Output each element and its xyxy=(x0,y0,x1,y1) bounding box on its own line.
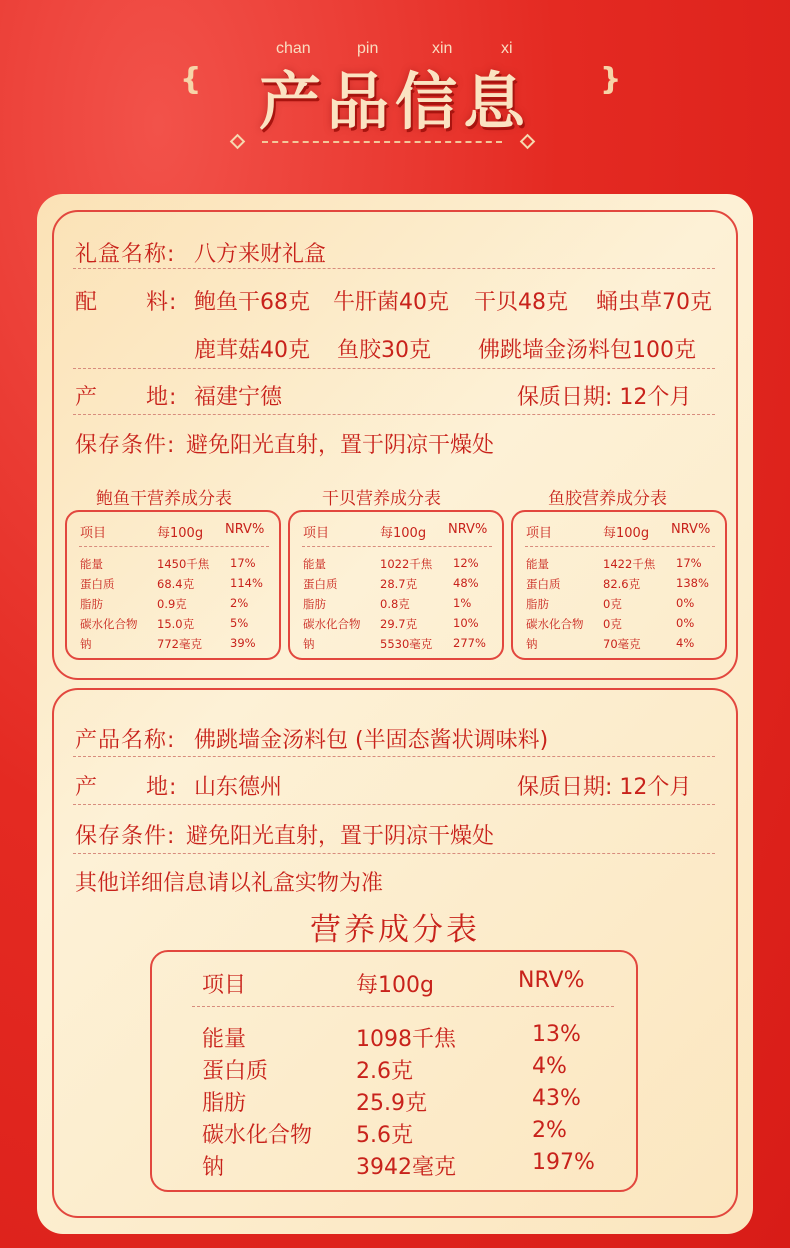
table-cell: 15.0克 xyxy=(157,617,195,631)
table-divider xyxy=(525,546,715,547)
abalone-nutrition-table xyxy=(65,510,281,660)
ingredients-label-2: 料: xyxy=(146,290,178,315)
abalone-table-title: 鲍鱼干营养成分表 xyxy=(96,489,232,509)
table-cell: 0.8克 xyxy=(380,597,410,611)
table-cell: 0% xyxy=(676,596,695,610)
table-cell: 钠 xyxy=(303,637,315,651)
table-cell: 25.9克 xyxy=(356,1091,427,1116)
table-cell: 17% xyxy=(230,556,256,570)
table-cell: 13% xyxy=(532,1022,581,1047)
row-divider xyxy=(73,268,715,269)
table-cell: 2.6克 xyxy=(356,1059,413,1084)
fishmaw-table-title: 鱼胶营养成分表 xyxy=(548,489,667,509)
table-cell: 碳水化合物 xyxy=(526,617,584,631)
table-header: 每100g xyxy=(380,526,427,541)
row-divider xyxy=(73,804,715,805)
table-cell: 蛋白质 xyxy=(303,577,338,591)
table-cell: 0.9克 xyxy=(157,597,187,611)
table-cell: 1% xyxy=(453,596,472,610)
table-cell: 0克 xyxy=(603,617,622,631)
table-cell: 1022千焦 xyxy=(380,557,433,571)
table-cell: 28.7克 xyxy=(380,577,418,591)
table-cell: 3942毫克 xyxy=(356,1155,456,1180)
table-cell: 钠 xyxy=(202,1155,225,1180)
table-cell: 4% xyxy=(676,636,695,650)
table-cell: 68.4克 xyxy=(157,577,195,591)
table-cell: 70毫克 xyxy=(603,637,641,651)
table-cell: 114% xyxy=(230,576,263,590)
soup-nutrition-table xyxy=(150,950,638,1192)
table-cell: 5.6克 xyxy=(356,1123,413,1148)
table-cell: 蛋白质 xyxy=(202,1059,269,1084)
table-cell: 4% xyxy=(532,1054,567,1079)
scallop-nutrition-table xyxy=(288,510,504,660)
table-cell: 蛋白质 xyxy=(526,577,561,591)
table-cell: 2% xyxy=(230,596,249,610)
table-cell: 1422千焦 xyxy=(603,557,656,571)
giftbox-name-value: 八方来财礼盒 xyxy=(194,242,327,267)
page-title: 产品信息 xyxy=(258,65,531,138)
table-cell: 碳水化合物 xyxy=(303,617,361,631)
soup-origin-value: 山东德州 xyxy=(194,775,283,800)
table-cell: 碳水化合物 xyxy=(202,1123,313,1148)
table-header: NRV% xyxy=(225,522,265,537)
fishmaw-nutrition-table xyxy=(511,510,727,660)
table-cell: 脂肪 xyxy=(526,597,549,611)
table-cell: 5530毫克 xyxy=(380,637,433,651)
table-cell: 772毫克 xyxy=(157,637,202,651)
big-table-title: 营养成分表 xyxy=(310,912,480,948)
table-header: 项目 xyxy=(303,526,330,541)
table-cell: 能量 xyxy=(80,557,103,571)
table-cell: 钠 xyxy=(80,637,92,651)
table-divider xyxy=(79,546,269,547)
table-cell: 能量 xyxy=(526,557,549,571)
title-divider xyxy=(262,141,502,143)
row-divider xyxy=(73,368,715,369)
ingredient-item: 干贝48克 xyxy=(474,290,568,315)
storage-value: 避免阳光直射，置于阴凉干燥处 xyxy=(186,433,495,458)
table-cell: 197% xyxy=(532,1150,595,1175)
ingredients-label-1: 配 xyxy=(75,290,99,315)
scallop-table-title: 干贝营养成分表 xyxy=(322,489,441,509)
table-divider xyxy=(302,546,492,547)
table-cell: 能量 xyxy=(202,1027,247,1052)
origin-value: 福建宁德 xyxy=(194,385,283,410)
soup-storage-label: 保存条件: xyxy=(75,824,176,849)
soup-name-label: 产品名称: xyxy=(75,728,176,753)
table-header: NRV% xyxy=(448,522,488,537)
table-cell: 43% xyxy=(532,1086,581,1111)
table-cell: 脂肪 xyxy=(80,597,103,611)
table-header: 每100g xyxy=(603,526,650,541)
table-cell: 碳水化合物 xyxy=(80,617,138,631)
giftbox-name-label: 礼盒名称: xyxy=(75,242,176,267)
table-cell: 138% xyxy=(676,576,709,590)
soup-name-value: 佛跳墙金汤料包 (半固态酱状调味料) xyxy=(194,728,549,753)
pinyin-pin: pin xyxy=(357,40,379,57)
soup-note: 其他详细信息请以礼盒实物为准 xyxy=(75,871,384,896)
table-cell: 脂肪 xyxy=(303,597,326,611)
table-cell: 0克 xyxy=(603,597,622,611)
bracket-right-icon: } xyxy=(600,62,622,97)
table-cell: 0% xyxy=(676,616,695,630)
table-cell: 1450千焦 xyxy=(157,557,210,571)
row-divider xyxy=(73,414,715,415)
table-header: 项目 xyxy=(526,526,553,541)
soup-shelf-life: 保质日期: 12个月 xyxy=(517,775,692,800)
table-header: 每100g xyxy=(157,526,204,541)
pinyin-xi: xi xyxy=(501,40,513,57)
table-cell: 蛋白质 xyxy=(80,577,115,591)
soup-origin-label-1: 产 xyxy=(75,775,99,800)
table-cell: 2% xyxy=(532,1118,567,1143)
origin-label-1: 产 xyxy=(75,385,99,410)
table-cell: 钠 xyxy=(526,637,538,651)
ingredient-item: 牛肝菌40克 xyxy=(333,290,449,315)
table-cell: 17% xyxy=(676,556,702,570)
table-cell: 能量 xyxy=(303,557,326,571)
table-header: 项目 xyxy=(80,526,107,541)
ingredient-item: 鱼胶30克 xyxy=(337,338,431,363)
table-header: 每100g xyxy=(356,973,434,998)
ingredient-item: 鲍鱼干68克 xyxy=(194,290,310,315)
table-cell: 5% xyxy=(230,616,249,630)
table-cell: 脂肪 xyxy=(202,1091,247,1116)
row-divider xyxy=(73,756,715,757)
ingredient-item: 蛹虫草70克 xyxy=(596,290,712,315)
table-cell: 48% xyxy=(453,576,479,590)
table-header: 项目 xyxy=(202,973,247,998)
storage-label: 保存条件: xyxy=(75,433,176,458)
shelf-life: 保质日期: 12个月 xyxy=(517,385,692,410)
pinyin-chan: chan xyxy=(276,40,311,57)
table-cell: 1098千焦 xyxy=(356,1027,456,1052)
table-cell: 39% xyxy=(230,636,256,650)
table-cell: 12% xyxy=(453,556,479,570)
row-divider xyxy=(73,853,715,854)
table-divider xyxy=(192,1006,614,1007)
ingredient-item: 佛跳墙金汤料包100克 xyxy=(478,338,696,363)
table-cell: 10% xyxy=(453,616,479,630)
bracket-left-icon: { xyxy=(180,62,202,97)
pinyin-xin: xin xyxy=(432,40,453,57)
soup-storage-value: 避免阳光直射，置于阴凉干燥处 xyxy=(186,824,495,849)
table-cell: 29.7克 xyxy=(380,617,418,631)
table-cell: 82.6克 xyxy=(603,577,641,591)
soup-origin-label-2: 地: xyxy=(146,775,178,800)
origin-label-2: 地: xyxy=(146,385,178,410)
table-cell: 277% xyxy=(453,636,486,650)
ingredient-item: 鹿茸菇40克 xyxy=(194,338,310,363)
header xyxy=(0,0,790,190)
table-header: NRV% xyxy=(518,968,585,993)
table-header: NRV% xyxy=(671,522,711,537)
